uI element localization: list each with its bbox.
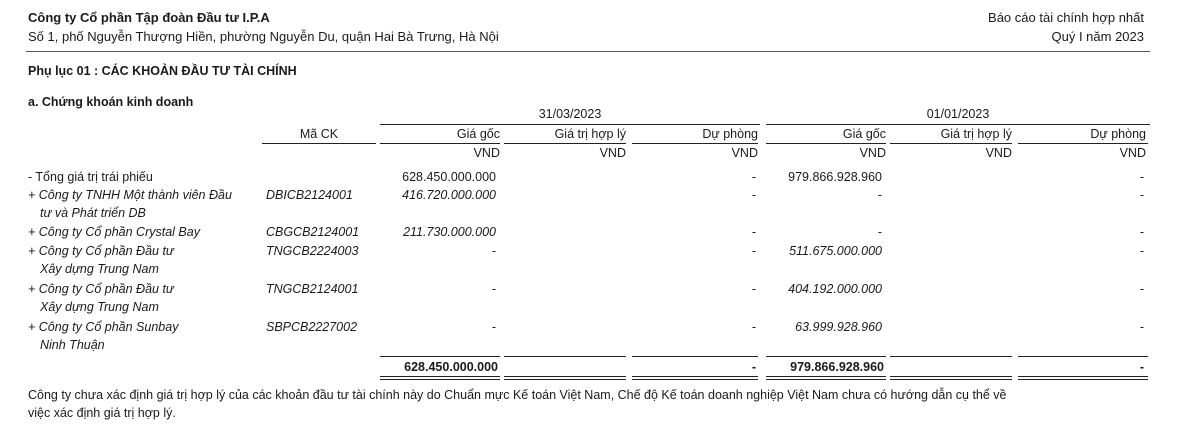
total-prov-2: - <box>1139 360 1144 374</box>
row-cost-2: - <box>877 188 882 202</box>
row-code: TNGCB2124001 <box>266 282 359 296</box>
row-cost-1: 211.730.000.000 <box>403 225 496 239</box>
row-prov-1: - <box>751 188 756 202</box>
row-code: DBICB2124001 <box>266 188 353 202</box>
row-prov-2: - <box>1139 225 1144 239</box>
col-header-code: Mã CK <box>299 127 339 141</box>
col-header-fair-1: Giá trị hợp lý <box>554 127 626 141</box>
row-cost-2: 511.675.000.000 <box>789 244 882 258</box>
total-rule-top <box>766 356 886 357</box>
row-label: + Công ty Cổ phần Sunbay <box>28 320 179 334</box>
row-cost-2: - <box>877 225 882 239</box>
period-rule-2 <box>766 124 1150 125</box>
total-double-rule <box>1018 376 1148 380</box>
row-prov-1: - <box>751 244 756 258</box>
total-double-rule <box>632 376 758 380</box>
row-cost-1: - <box>491 320 496 334</box>
total-rule-top <box>380 356 500 357</box>
row-label-cont: tư và Phát triển DB <box>40 206 146 220</box>
total-prov-1: - <box>751 360 756 374</box>
row-cost-2: 979.866.928.960 <box>788 170 882 184</box>
col-rule-code <box>262 143 376 144</box>
row-prov-2: - <box>1139 188 1144 202</box>
footnote-line-2: việc xác định giá trị hợp lý. <box>28 406 176 420</box>
row-prov-2: - <box>1139 282 1144 296</box>
unit-prov-1: VND <box>731 146 758 160</box>
col-rule-cost-1 <box>380 143 500 144</box>
unit-cost-2: VND <box>859 146 886 160</box>
col-header-prov-2: Dự phòng <box>1090 127 1146 141</box>
company-address: Số 1, phố Nguyễn Thượng Hiền, phường Nguyễn Du, quận Hai Bà Trưng, Hà Nội <box>28 29 499 44</box>
row-cost-1: - <box>491 282 496 296</box>
row-prov-1: - <box>751 225 756 239</box>
col-rule-fair-2 <box>890 143 1012 144</box>
total-cost-2: 979.866.928.960 <box>790 360 884 374</box>
company-name: Công ty Cổ phần Tập đoàn Đầu tư I.P.A <box>28 10 270 25</box>
section-title: a. Chứng khoán kinh doanh <box>28 95 194 109</box>
col-rule-prov-1 <box>632 143 758 144</box>
report-period: Quý I năm 2023 <box>1051 29 1144 44</box>
header-divider <box>26 51 1150 52</box>
row-prov-2: - <box>1139 244 1144 258</box>
col-rule-cost-2 <box>766 143 886 144</box>
unit-fair-2: VND <box>985 146 1012 160</box>
row-label: + Công ty Cổ phần Crystal Bay <box>28 225 200 239</box>
row-prov-1: - <box>751 320 756 334</box>
total-rule-top <box>504 356 626 357</box>
row-label: - Tổng giá trị trái phiếu <box>28 170 153 184</box>
period-header-1: 31/03/2023 <box>538 107 602 121</box>
unit-cost-1: VND <box>473 146 500 160</box>
total-rule-top <box>1018 356 1148 357</box>
total-double-rule <box>380 376 500 380</box>
unit-prov-2: VND <box>1119 146 1146 160</box>
total-rule-top <box>632 356 758 357</box>
total-rule-top <box>890 356 1012 357</box>
row-code: TNGCB2224003 <box>266 244 359 258</box>
report-title: Báo cáo tài chính hợp nhất <box>988 10 1144 25</box>
row-label: + Công ty Cổ phần Đầu tư <box>28 282 174 296</box>
period-header-2: 01/01/2023 <box>926 107 990 121</box>
row-label-cont: Ninh Thuận <box>40 338 105 352</box>
row-prov-2: - <box>1139 320 1144 334</box>
col-header-cost-1: Giá gốc <box>456 127 500 141</box>
unit-fair-1: VND <box>599 146 626 160</box>
row-prov-2: - <box>1139 170 1144 184</box>
row-label-cont: Xây dựng Trung Nam <box>40 262 159 276</box>
row-cost-2: 404.192.000.000 <box>788 282 882 296</box>
row-label-cont: Xây dựng Trung Nam <box>40 300 159 314</box>
row-prov-1: - <box>751 170 756 184</box>
appendix-title: Phụ lục 01 : CÁC KHOẢN ĐẦU TƯ TÀI CHÍNH <box>28 64 297 78</box>
row-code: SBPCB2227002 <box>266 320 358 334</box>
row-prov-1: - <box>751 282 756 296</box>
total-double-rule <box>504 376 626 380</box>
row-cost-1: - <box>491 244 496 258</box>
row-label: + Công ty TNHH Một thành viên Đầu <box>28 188 232 202</box>
row-cost-1: 416.720.000.000 <box>402 188 496 202</box>
total-cost-1: 628.450.000.000 <box>404 360 498 374</box>
period-rule-1 <box>380 124 760 125</box>
col-header-fair-2: Giá trị hợp lý <box>940 127 1012 141</box>
col-rule-prov-2 <box>1018 143 1148 144</box>
total-double-rule <box>766 376 886 380</box>
col-header-prov-1: Dự phòng <box>702 127 758 141</box>
row-cost-2: 63.999.928.960 <box>795 320 882 334</box>
row-code: CBGCB2124001 <box>266 225 360 239</box>
footnote-line-1: Công ty chưa xác định giá trị hợp lý của các khoản đầu tư tài chính này do Chuẩn mực Kế toán Việt Nam, Chế độ Kế toán doanh nghiệp Việt Nam chưa có hướng dẫn cụ thể về <box>28 388 1007 402</box>
total-double-rule <box>890 376 1012 380</box>
row-label: + Công ty Cổ phần Đầu tư <box>28 244 174 258</box>
col-header-cost-2: Giá gốc <box>842 127 886 141</box>
row-cost-1: 628.450.000.000 <box>402 170 496 184</box>
col-rule-fair-1 <box>504 143 626 144</box>
